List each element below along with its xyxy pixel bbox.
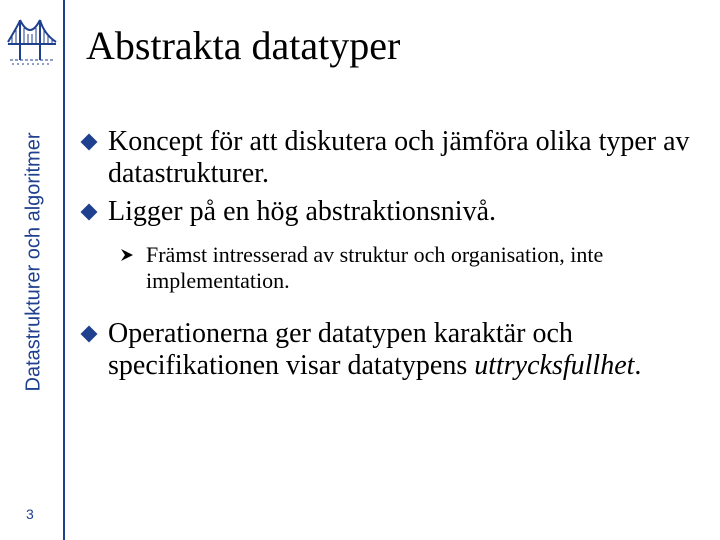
bullet-text-tail: . — [634, 350, 642, 381]
subbullet-text: Främst intresserad av struktur och organisation, inte implementation. — [146, 242, 604, 293]
bridge-logo-icon — [4, 14, 60, 70]
diamond-bullet-icon — [80, 196, 108, 228]
subbullet-item — [118, 242, 700, 294]
bullet-text: Ligger på en hög abstraktionsnivå. — [108, 196, 497, 227]
bullet-item — [80, 196, 700, 228]
bullet-text: Operationerna ger datatypen karaktär och specifikationen visar datatypens — [108, 318, 573, 381]
sidebar-divider — [63, 0, 65, 540]
slide-title: Abstrakta datatyper — [86, 23, 401, 68]
slide-content — [80, 126, 700, 388]
arrow-bullet-icon — [118, 242, 146, 268]
diamond-bullet-icon — [80, 126, 108, 158]
bullet-item — [80, 318, 700, 382]
page-number: 3 — [26, 506, 34, 522]
course-title-vertical: Datastrukturer och algoritmer — [22, 132, 45, 392]
bullet-text-block — [108, 318, 700, 382]
diamond-bullet-icon — [80, 318, 108, 350]
bullet-text: Koncept för att diskutera och jämföra olika typer av datastrukturer. — [108, 126, 690, 189]
bullet-item — [80, 126, 700, 190]
sidebar — [0, 0, 64, 540]
emphasized-text: uttrycksfullhet — [474, 350, 635, 381]
